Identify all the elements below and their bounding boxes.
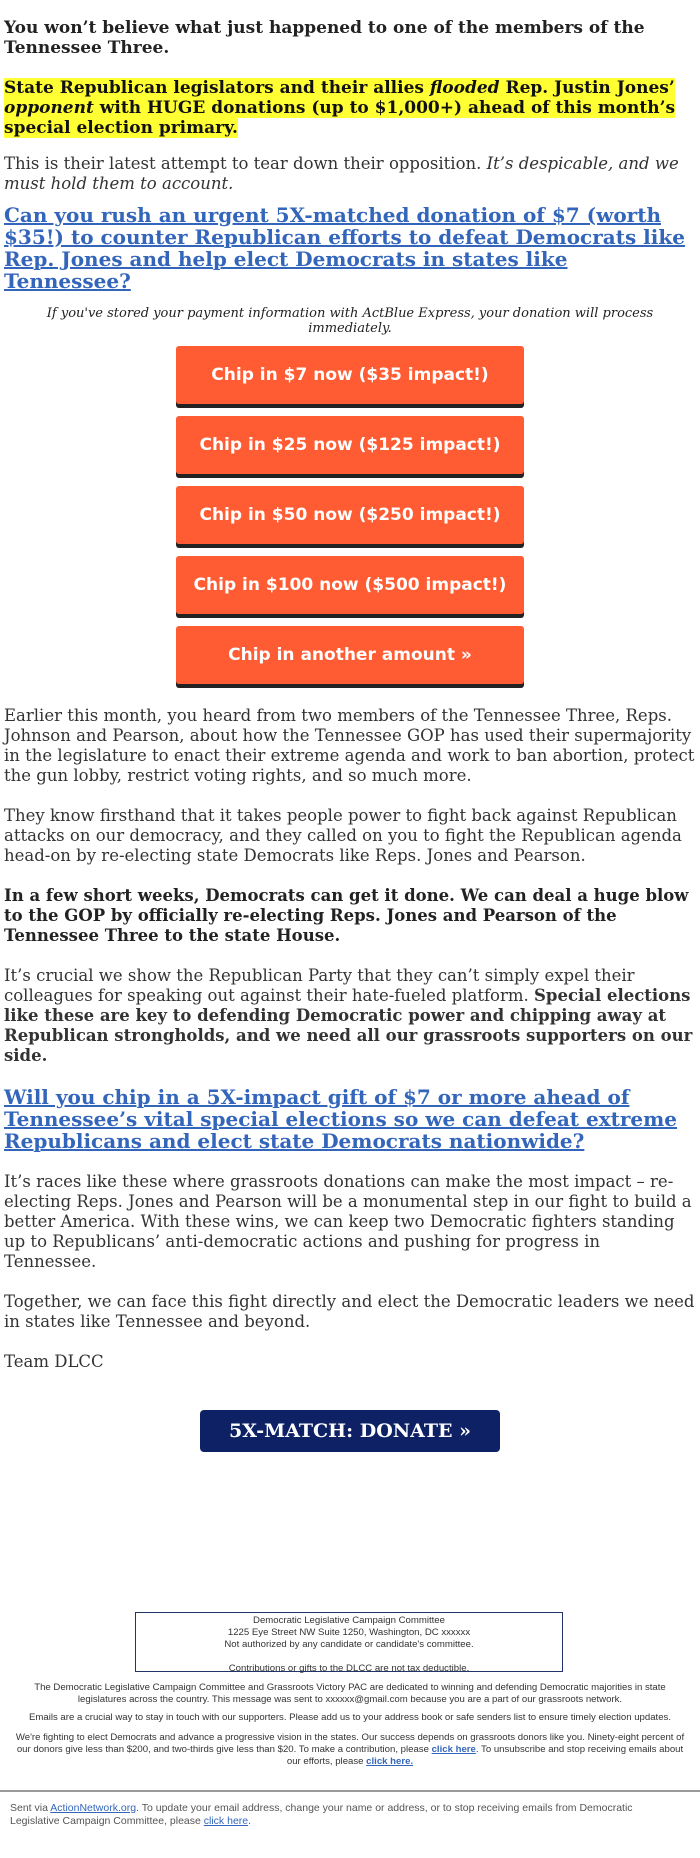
footer-dedication: The Democratic Legislative Campaign Committee and Grassroots Victory PAC are dedicated to winning and defending Democratic majorities in state legislatures across the country. This message was sent to xxxxxx@gmail.com because you are a part of our grassroots network. <box>34 1682 666 1705</box>
donation-ask-link-1[interactable]: Can you rush an urgent 5X-matched donation of $7 (worth $35!) to counter Republican efforts to defeat Democrats like Rep. Jones and help elect Democrats in states like Tennessee? <box>4 203 685 293</box>
chip-in-other-button[interactable]: Chip in another amount » <box>176 626 524 684</box>
body-paragraph-bold: In a few short weeks, Democrats can get it done. We can deal a huge blow to the GOP by officially re-electing Reps. Jones and Pearson of the Tennessee Three to the state House. <box>4 886 689 945</box>
footer-divider <box>0 1790 700 1792</box>
intro-paragraph: This is their latest attempt to tear down their opposition. It’s despicable, and we must hold them to account. <box>4 154 679 193</box>
body-paragraph-5: Together, we can face this fight directly and elect the Democratic leaders we need in states like Tennessee and beyond. <box>4 1292 695 1331</box>
chip-in-7-button[interactable]: Chip in $7 now ($35 impact!) <box>176 346 524 404</box>
manage-preferences-link[interactable]: click here <box>203 1815 249 1827</box>
intro-heading: You won’t believe what just happened to one of the members of the Tennessee Three. <box>4 18 645 58</box>
footer-fighting: We're fighting to elect Democrats and advance a progressive vision in the states. Our success depends on grassroots donors like you. Ninety-eight percent of our donors give less than $200, and two-thirds give less than $20. To make a contribution, please click here. To unsubscribe and stop receiving emails about our efforts, please click here. <box>15 1732 685 1767</box>
address-box <box>135 1612 563 1672</box>
unsubscribe-link[interactable]: click here. <box>366 1756 414 1767</box>
body-paragraph-4: It’s races like these where grassroots donations can make the most impact – re-electing Reps. Jones and Pearson will be a monumental step in our fight to build a better America. With these wins, we can keep two Democratic fighters standing up to Republicans’ anti-democratic actions and pushing for progress in Tennessee. <box>4 1172 692 1271</box>
footer-safe-senders: Emails are a crucial way to stay in touch with our supporters. Please add us to your address book or safe senders list to ensure timely election updates. <box>28 1712 672 1723</box>
chip-in-100-button[interactable]: Chip in $100 now ($500 impact!) <box>176 556 524 614</box>
body-paragraph-3: It’s crucial we show the Republican Party that they can’t simply expel their colleagues for speaking out against their hate-fueled platform. Special elections like these are key to defending Democratic power and chipping away at Republican strongholds, and we need all our grassroots supporters on our side. <box>4 966 693 1065</box>
donation-ask-link-2[interactable]: Will you chip in a 5X-impact gift of $7 or more ahead of Tennessee’s vital special elections so we can defeat extreme Republicans and elect state Democrats nationwide? <box>4 1085 678 1153</box>
highlight-paragraph <box>4 78 696 138</box>
actblue-note: If you've stored your payment information with ActBlue Express, your donation will process immediately. <box>46 306 654 336</box>
donation-buttons <box>4 346 696 684</box>
body-paragraph-2: They know firsthand that it takes people power to fight back against Republican attacks on our democracy, and they called on you to fight the Republican agenda head-on by re-electing state Democrats like Reps. Jones and Pearson. <box>4 806 682 865</box>
body-paragraph-1: Earlier this month, you heard from two members of the Tennessee Three, Reps. Johnson and Pearson, about how the Tennessee GOP has used their supermajority in the legislature to enact their extreme agenda and work to ban abortion, protect the gun lobby, restrict voting rights, and so much more. <box>4 706 695 785</box>
actionnetwork-link[interactable]: ActionNetwork.org <box>50 1802 137 1814</box>
chip-in-25-button[interactable]: Chip in $25 now ($125 impact!) <box>176 416 524 474</box>
chip-in-50-button[interactable]: Chip in $50 now ($250 impact!) <box>176 486 524 544</box>
signoff: Team DLCC <box>4 1352 104 1371</box>
footer-tax: Contributions or gifts to the DLCC are not tax deductible. <box>228 1663 470 1674</box>
footer-org: Democratic Legislative Campaign Committee <box>253 1615 445 1626</box>
footer-address: 1225 Eye Street NW Suite 1250, Washington, DC xxxxxx <box>227 1627 471 1638</box>
donate-button[interactable]: 5X-MATCH: DONATE » <box>200 1410 500 1452</box>
contribute-link[interactable]: click here <box>431 1744 476 1755</box>
sent-via-footer: Sent via ActionNetwork.org. To update your email address, change your name or address, or to stop receiving emails from Democratic Legislative Campaign Committee, please click here. <box>10 1802 633 1827</box>
highlight-text: State Republican legislators and their allies flooded Rep. Justin Jones’ opponent with HUGE donations (up to $1,000+) ahead of this month’s special election primary. <box>4 78 676 138</box>
footer-disclaimer: Not authorized by any candidate or candidate's committee. <box>224 1639 474 1650</box>
